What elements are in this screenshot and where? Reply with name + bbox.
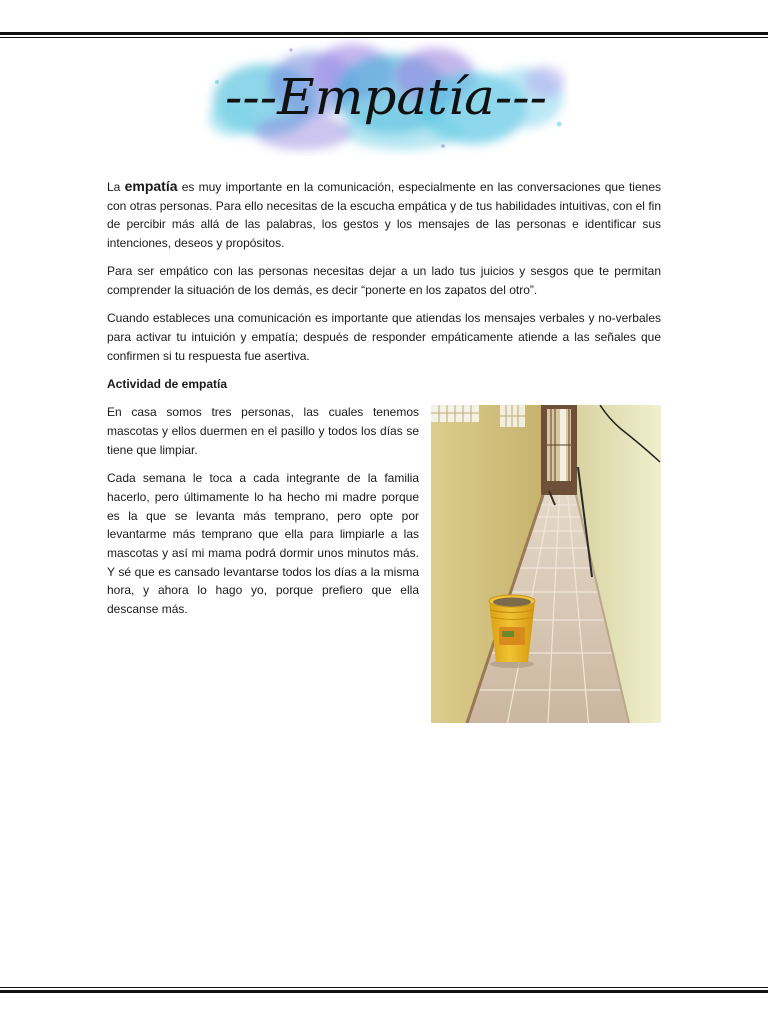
intro-paragraph-1 — [107, 178, 661, 253]
intro-prefix: La — [107, 180, 125, 194]
bottom-border-thin — [0, 987, 768, 988]
intro-text: es muy importante en la comunicación, especialmente en las conversaciones que tienes con otras personas. Para ello necesitas de la escucha empática y de tus habilidades intuitivas, con el fin de percibir más allá de las palabras, los gestos y los mensajes de las personas e identificar sus intenciones, deseos y propósitos. — [107, 180, 661, 251]
splatter-dot — [557, 122, 562, 127]
keyword-empatia: empatía — [124, 178, 178, 194]
activity-text-column — [107, 403, 419, 628]
hallway-photo — [431, 405, 661, 723]
header-watercolor-banner — [203, 38, 569, 156]
top-border-thick — [0, 32, 768, 35]
bottom-border-thick — [0, 990, 768, 993]
page-title: ---Empatía--- — [225, 68, 547, 126]
bucket-label-mark — [502, 631, 514, 637]
splatter-dot — [289, 48, 292, 51]
activity-section — [107, 403, 661, 723]
activity-paragraph-1: En casa somos tres personas, las cuales tenemos mascotas y ellos duermen en el pasillo y todos los días se tiene que limpiar. — [107, 405, 419, 457]
yellow-bucket — [489, 595, 535, 668]
intro-paragraph-2: Para ser empático con las personas necesitas dejar a un lado tus juicios y sesgos que te permitan comprender la situación de los demás, es decir “ponerte en los zapatos del otro”. — [107, 264, 661, 298]
document-body — [107, 178, 661, 723]
splatter-dot — [441, 144, 445, 148]
far-doorway — [541, 405, 577, 495]
bucket-opening — [493, 598, 531, 607]
activity-paragraph-2: Cada semana le toca a cada integrante de la familia hacerlo, pero últimamente lo ha hecho mi madre porque es la que se levanta más temprano, pero opte por levantarme más temprano que ella para limpiarle a las mascotas y así mi mama podrá dormir unos minutos más. Y sé que es cansado levantarse todos los días a la misma hora, y ahora lo hago yo, porque prefiero que ella descanse más. — [107, 471, 419, 617]
intro-paragraph-3: Cuando estableces una comunicación es importante que atiendas los mensajes verbales y no-verbales para activar tu intuición y empatía; después de responder empáticamente atiende a las señales que confirmen si tu respuesta fue asertiva. — [107, 311, 661, 363]
splatter-dot — [215, 80, 219, 84]
activity-heading: Actividad de empatía — [107, 377, 228, 392]
